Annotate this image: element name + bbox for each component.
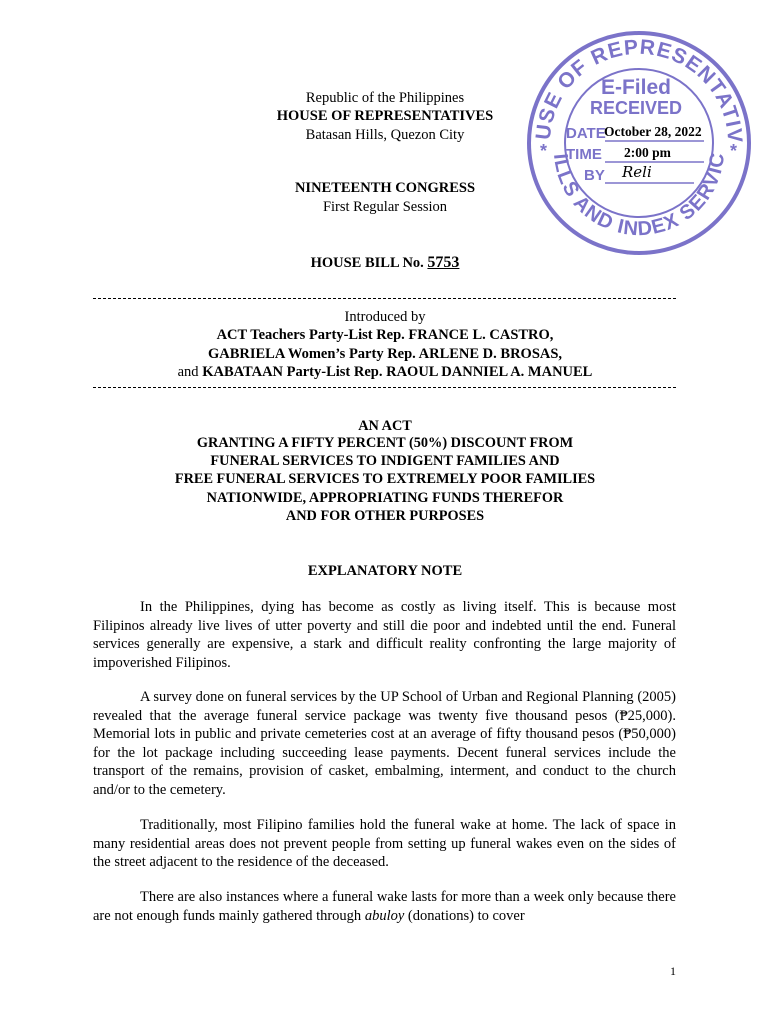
author-line-2: GABRIELA Women’s Party Rep. ARLENE D. BROSAS, (207, 346, 563, 362)
congress-line: NINETEENTH CONGRESS (294, 180, 476, 196)
stamp-date-label: DATE (566, 125, 606, 142)
stamp-status: E-Filed (600, 76, 672, 99)
divider-bottom (93, 387, 676, 388)
stamp-time-label: TIME (566, 146, 602, 163)
stamp-by-label: BY (584, 167, 605, 184)
bill-label: HOUSE BILL No. (310, 255, 424, 271)
title-line-6: AND FOR OTHER PURPOSES (285, 508, 485, 524)
address-line: Batasan Hills, Quezon City (305, 127, 465, 143)
paragraph-2 (93, 688, 676, 800)
paragraph-3-text: Traditionally, most Filipino families hold the funeral wake at home. The lack of space in many residential areas does not prevent people from setting up funeral wakes even on the sides of the street adjacent to the residence of the deceased. (93, 817, 676, 871)
bill-number: 5753 (427, 254, 460, 271)
session-line: First Regular Session (322, 199, 448, 215)
republic-line: Republic of the Philippines (305, 90, 465, 106)
paragraph-1 (93, 598, 676, 672)
paragraph-1-text: In the Philippines, dying has become as costly as living itself. This is because most Filipinos already live lives of utter poverty and still die poor and indebted until the end. Funeral services generally are expensive, a stark and difficult reality confronting the large majority of impoverished Filipinos. (93, 599, 676, 671)
stamp-time-value: 2:00 pm (624, 145, 671, 160)
author-line-3-prefix: and (177, 364, 203, 380)
author-line-3-bold: KABATAAN Party-List Rep. RAOUL DANNIEL A. MANUEL (202, 364, 593, 380)
author-line-3 (0, 363, 770, 382)
paragraph-4-text-a: There are also instances where a funeral wake lasts for more than a week only because there are not enough funds mainly gathered through (93, 889, 676, 924)
title-line-3: FUNERAL SERVICES TO INDIGENT FAMILIES AND (210, 453, 560, 469)
stamp-signature: Reli (622, 163, 652, 181)
stamp-star-left: * (540, 141, 548, 161)
paragraph-4 (93, 888, 676, 925)
paragraph-3 (93, 816, 676, 872)
stamp-top-arc: USE OF REPRESENTATIV (531, 35, 747, 145)
stamp-bottom-arc: ILLS AND INDEX SERVIC (549, 151, 730, 241)
stamp-date-value: October 28, 2022 (604, 124, 702, 139)
received-stamp (526, 30, 752, 256)
introduced-label: Introduced by (344, 309, 426, 325)
explanatory-note-heading: EXPLANATORY NOTE (307, 563, 463, 579)
paragraph-4-italic: abuloy (364, 907, 405, 924)
title-line-4: FREE FUNERAL SERVICES TO EXTREMELY POOR FAMILIES (174, 471, 596, 487)
house-line: HOUSE OF REPRESENTATIVES (276, 108, 494, 124)
paragraph-4-text-b: (donations) to cover (404, 907, 525, 924)
title-line-2: GRANTING A FIFTY PERCENT (50%) DISCOUNT FROM (196, 435, 574, 451)
author-line-1: ACT Teachers Party-List Rep. FRANCE L. CASTRO, (216, 327, 554, 343)
divider-top (93, 298, 676, 299)
title-line-1: AN ACT (358, 418, 412, 434)
title-line-5: NATIONWIDE, APPROPRIATING FUNDS THEREFOR (206, 490, 564, 506)
stamp-seal (526, 30, 752, 256)
page-number: 1 (670, 964, 676, 978)
stamp-received: RECEIVED (589, 98, 683, 118)
stamp-star-right: * (730, 141, 738, 161)
paragraph-2-text: A survey done on funeral services by the UP School of Urban and Regional Planning (2005) revealed that the average funeral service package was twenty five thousand pesos (₱25,000). Memorial lots in public and private cemeteries cost at an average of fifty thousand pesos (₱50,000) for the lot package including succeeding lease payments. Decent funeral services include the transport of the remains, provision of casket, embalming, interment, and conduct to the church and/or to the cemetery. (93, 689, 676, 798)
